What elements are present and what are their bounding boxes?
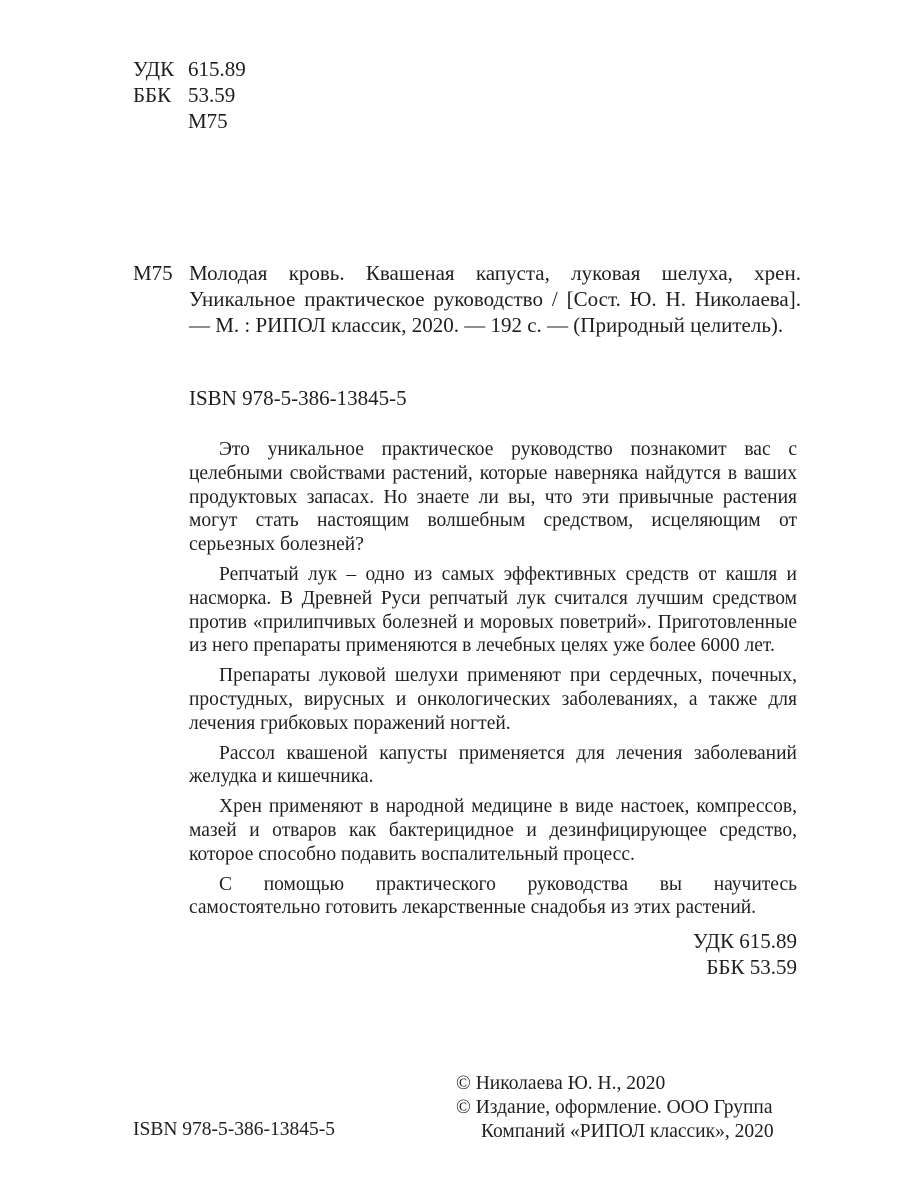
classification-top: [133, 56, 246, 134]
udk-code: УДК 615.89: [692, 929, 797, 953]
classification-bottom: [693, 928, 797, 980]
annotation-paragraph: Это уникальное практическое руководство познакомит вас с целебными свойствами растений, которые наверняка найдутся в ваших продуктовых запасах. Но знаете ли вы, что эти привычные растения могут стать настоящим волшебным средством, исцеляющим от серьезных болезней?: [189, 439, 797, 556]
annotation-paragraph: С помощью практического руководства вы научитесь самостоятельно готовить лекарственные снадобья из этих растений.: [189, 873, 797, 919]
copyright-edition: © Издание, оформление. ООО Группа: [456, 1097, 773, 1118]
bbk-value: 53.59: [188, 83, 236, 107]
annotation-paragraph: Хрен применяют в народной медицине в виде настоек, компрессов, мазей и отваров как бактерицидное и дезинфицирующее средство, которое способно подавить воспалительный процесс.: [189, 796, 797, 865]
bibliographic-record: [133, 260, 801, 338]
annotation-paragraph: Репчатый лук – одно из самых эффективных средств от кашля и насморка. В Древней Руси репчатый лук считался лучшим средством против «прилипчивых болезней и моровых поветрий». Приготовленные из него препараты применяются в лечебных целях уже более 6000 лет.: [189, 563, 797, 657]
annotation-paragraph: Рассол квашеной капусты применяется для лечения заболеваний желудка и кишечника.: [189, 742, 797, 788]
copyright-edition-cont: Компаний «РИПОЛ классик», 2020: [481, 1121, 774, 1142]
bibliographic-description: Молодая кровь. Квашеная капуста, луковая шелуха, хрен. Уникальное практическое руководство / [Сост. Ю. Н. Николаева]. — М. : РИПОЛ классик, 2020. — 192 с. — (Природный целитель).: [189, 261, 801, 337]
udk-value: 615.89: [188, 57, 246, 81]
copyright-author: © Николаева Ю. Н., 2020: [456, 1073, 666, 1094]
bbk-label: ББК: [133, 83, 172, 107]
author-mark-code: М75: [133, 261, 173, 285]
bbk-code: ББК 53.59: [706, 955, 797, 979]
author-mark: М75: [188, 109, 228, 133]
isbn-record: ISBN 978-5-386-13845-5: [189, 386, 407, 410]
annotation: [189, 438, 797, 926]
udk-label: УДК: [133, 57, 175, 81]
copyright-block: [456, 1072, 816, 1144]
isbn-footer: ISBN 978-5-386-13845-5: [133, 1119, 336, 1140]
annotation-paragraph: Препараты луковой шелухи применяют при сердечных, почечных, простудных, вирусных и онкологических заболеваниях, а также для лечения грибковых поражений ногтей.: [189, 665, 797, 734]
